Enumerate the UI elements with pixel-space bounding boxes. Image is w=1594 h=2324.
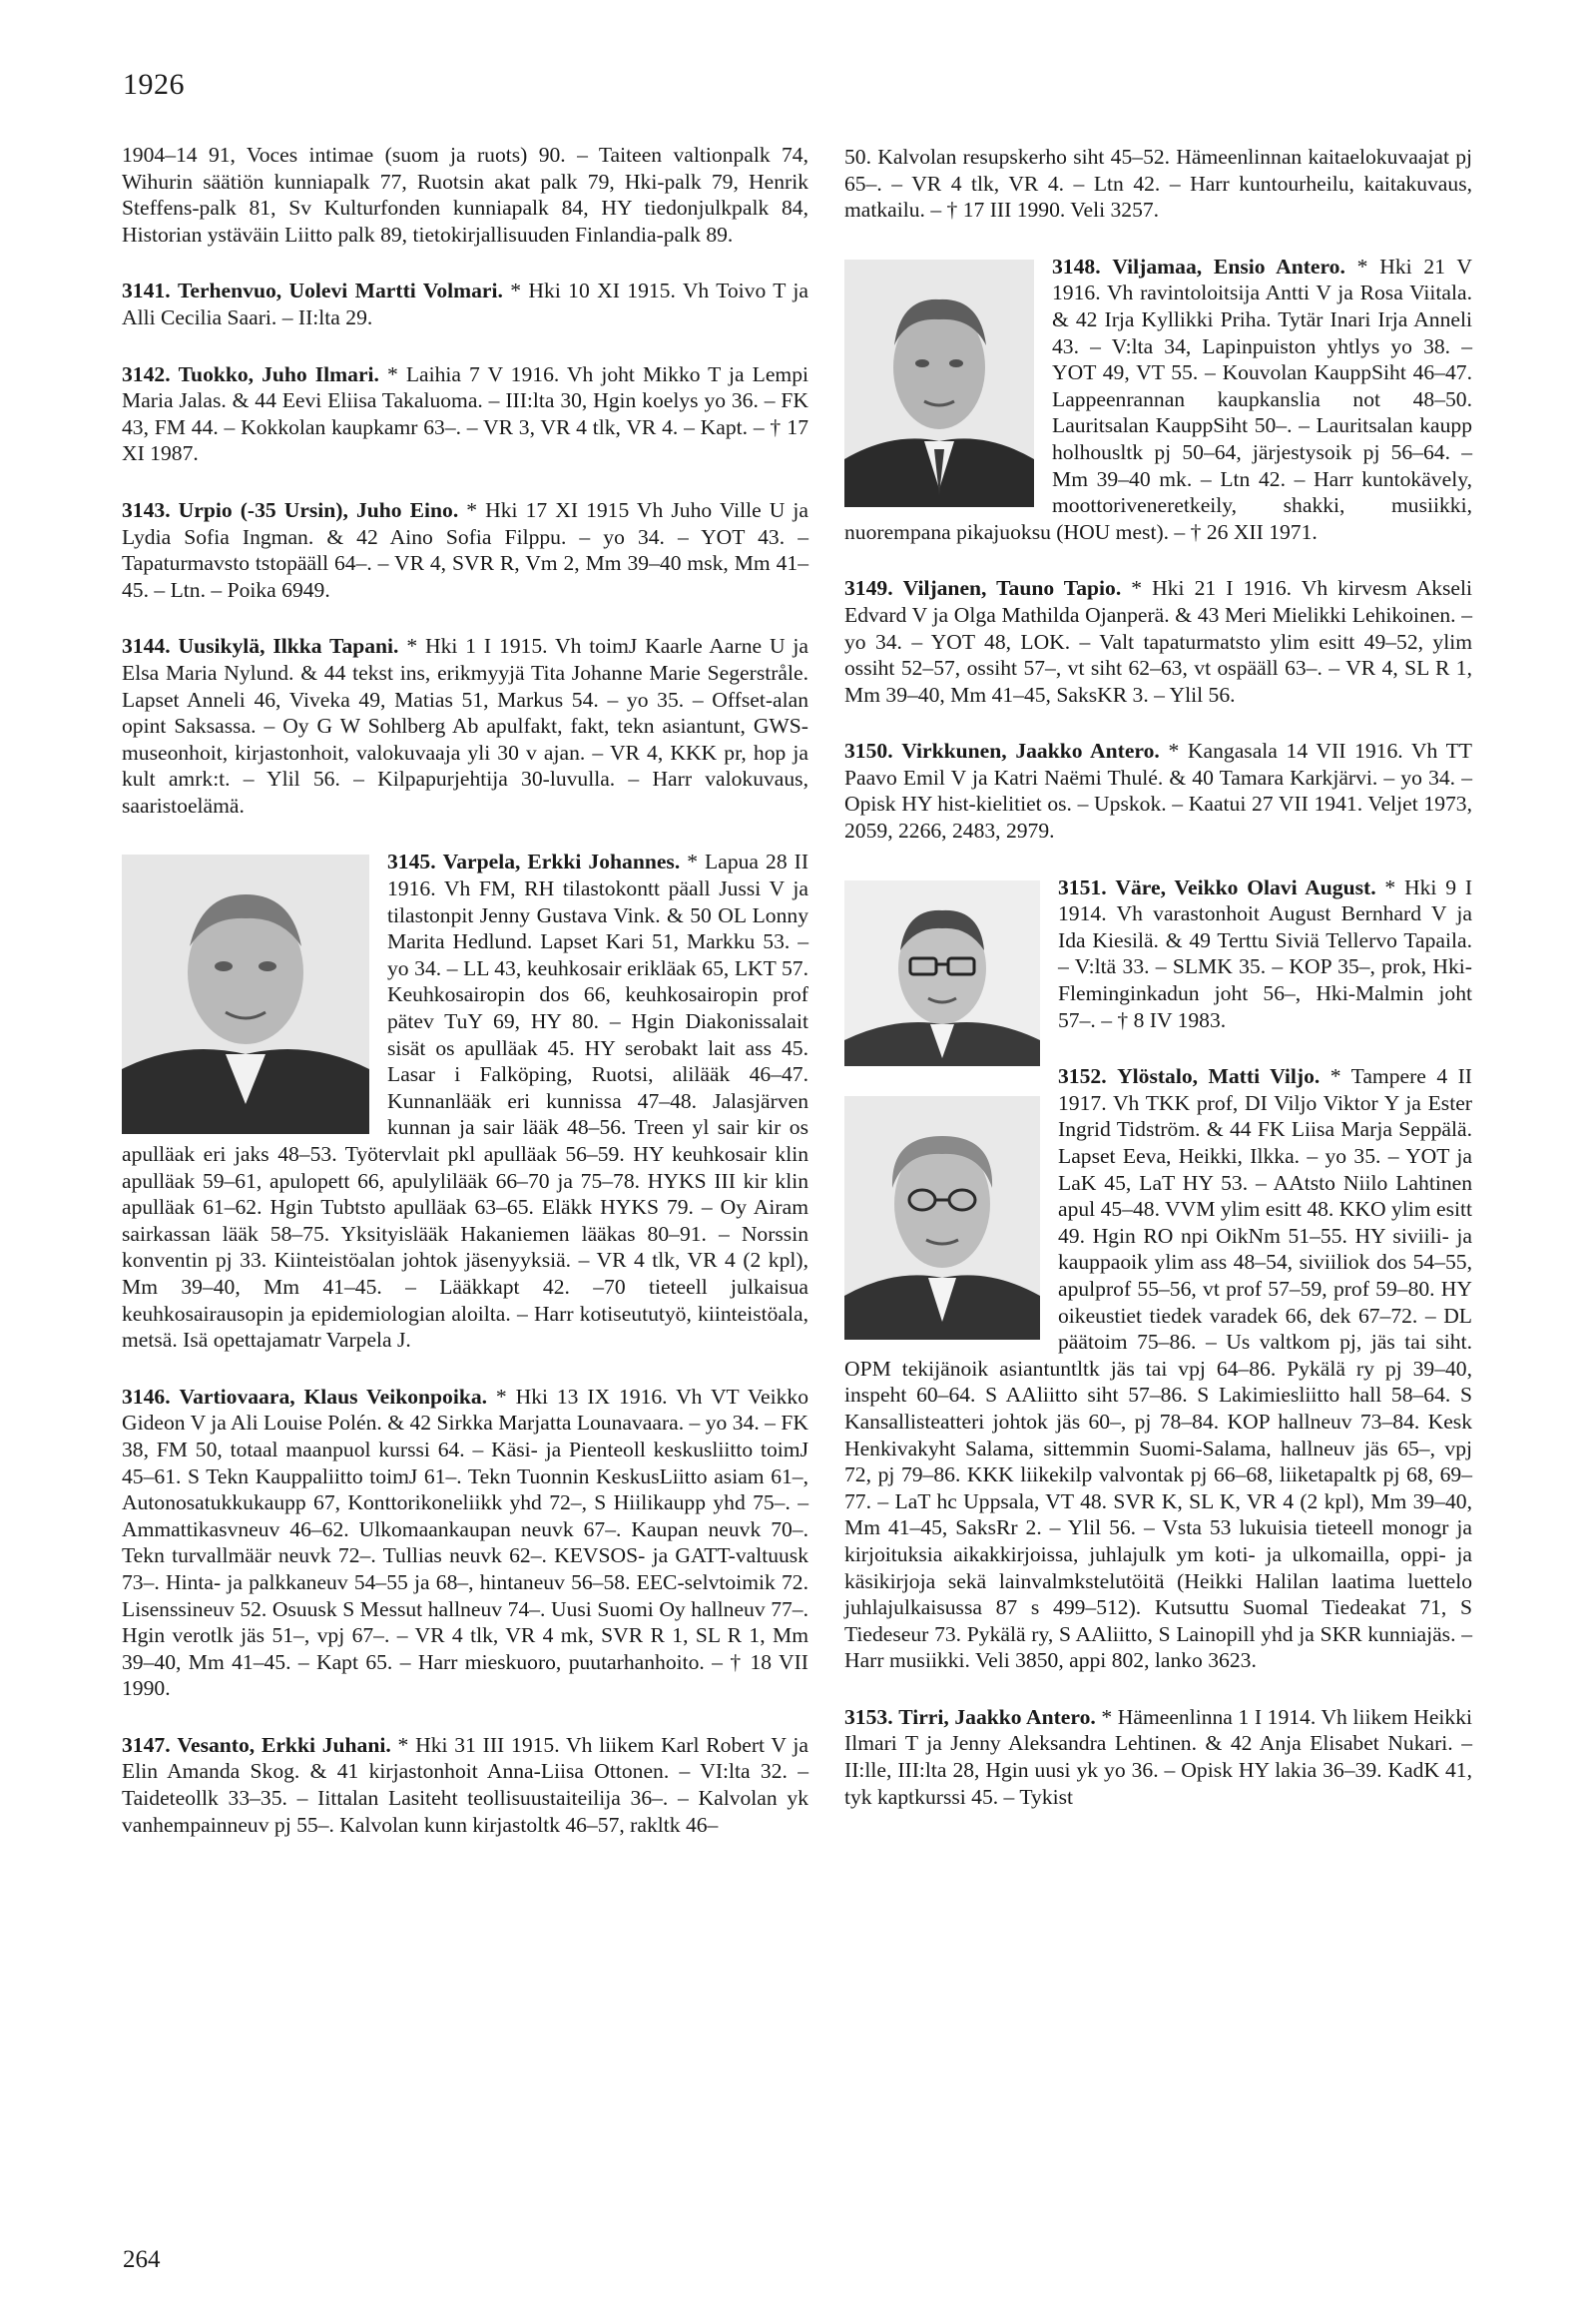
entry-text: * Hämeenlinna 1 I 1914. Vh liikem Heikki Ilmari T ja Jenny Aleksandra Lehtinen. & 42 Anja Elisabet Nukari. – II:lle, III:lta 28, Hgin uusi yk yo 36. – Opisk HY lakia 36–39. KadK 41, tyk kaptkurssi 45. – Tykist bbox=[844, 1704, 1472, 1809]
entry-3152 bbox=[844, 1063, 1472, 1674]
entry-name: Viljamaa, Ensio Antero. bbox=[1112, 254, 1345, 279]
entry-number: 3145. bbox=[387, 850, 436, 874]
entry-3153 bbox=[844, 1704, 1472, 1810]
entry-text: * Tampere 4 II 1917. Vh TKK prof, DI Viljo Viktor Y ja Ester Ingrid Tidström. & 44 FK Liisa Marja Seppälä. Lapset Eeva, Heikki, Ilkka. – yo 35. – YOT ja LaK 45, LaT HY 53. – AAtsto Niilo Lahtinen apul 45–48. VVM ylim esitt 48. KKO ylim esitt 49. Hgin RO npi OikNm 51–55. HY siviili- ja kauppaoik ylim ass 48–54, siviiliok dos 54–55, apulprof 55–56, vt prof 57–59, prof 59–80. HY oikeustiet tiedek varadek 66, dek 67–72. – DL päätoim 75–86. – Us valtkom pj, jäs tai siht. OPM tekijänoik asiantuntltk jäs tai vpj 64–86. Pykälä ry pj 39–40, inspeht 60–64. S AAliitto siht 57–86. S Lakimiesliitto hall 58–64. S Kansallisteatteri johtok jäs 60–, pj 78–84. KOP hallneuv 73–84. Kesk Henkivakyht Salama, sittemmin Suomi-Salama, hallneuv jäs 65–, vpj 72, pj 79–86. KKK liikekilp valvontak pj 66–68, liiketapaltk pj 68, 69–77. – LaT hc Uppsala, VT 48. SVR K, SL K, VR 4 (2 kpl), Mm 39–40, Mm 41–45, SaksRr 2. – Ylil 56. – Vsta 53 lukuisia tieteell monogr ja kirjoituksia aikakkirjoissa, juhlajulk ym koti- ja ulkomailla, oppi- ja käsikirjoja sekä lainvalmkstelutöitä (Heikki Halilan laatima luettelo juhlajulkaisussa 87 s 499–512). Kutsuttu Suomal Tiedeakat 71, S Tiedeseur 73. Pykälä ry, S AAliitto, S Lainopill yhd ja SKR kunniajäs. – Harr musiikki. Veli 3850, appi 802, lanko 3623. bbox=[844, 1064, 1472, 1673]
entry-name: Viljanen, Tauno Tapio. bbox=[902, 576, 1122, 601]
entry-number: 3151. bbox=[1058, 874, 1107, 899]
entry-name: Väre, Veikko Olavi August. bbox=[1115, 874, 1376, 899]
page-number-top: 1926 bbox=[123, 68, 185, 101]
entry-text: * Hki 21 V 1916. Vh ravintoloitsija Antti V ja Rosa Viitala. & 42 Irja Kyllikki Priha. Tytär Inari Irja Anneli 43. – V:lta 34, Lapinpuiston yhtlys yo 38. – YOT 49, VT 55. – Kouvolan KauppSiht 46–47. Lappeenrannan kaupkanslia not 48–50. Lauritsalan KauppSiht 50–. – Lauritsalan kaupp holhousltk pj 50–64, järjestysoik pj 56–64. – Mm 39–40 mk. – Ltn 42. – Harr kuntokävely, moottoriveneretkeily, shakki, musiikki, nuorempana pikajuoksu (HOU mest). – † 26 XII 1971. bbox=[844, 254, 1472, 544]
entry-name: Tirri, Jaakko Antero. bbox=[898, 1704, 1096, 1729]
page-number-bottom: 264 bbox=[123, 2246, 161, 2273]
entry-3144 bbox=[122, 633, 808, 819]
entry-text: * Lapua 28 II 1916. Vh FM, RH tilastokontt päall Jussi V ja tilastonpit Jenny Gustava Vink. & 50 OL Lonny Marita Hedlund. Lapset Kari 51, Markku 53. – yo 34. – LL 43, keuhkosair erikläak 65, LKT 57. Keuhkosairopin dos 66, keuhkosairopin prof pätev TuY 69, HY 80. – Hgin Diakonissalait sisät os apulläak 45. HY serobakt lait ass 45. Lasar i Falköping, Ruotsi, alilääk 46–47. Kunnanlääk eri kunnissa 47–48. Jalasjärven kunnan ja sair lääk 48–56. Treen yl sair kir os apulläak eri jaks 48–53. Työtervlait pkl apulläak 56–59. HY keuhkosair klin apulläak 59–61, apulopett 66, apulylilääk 66–70 ja 75–78. HYKS III kir klin apulläak 61–62. Hgin Tubtsto apulläak 63–65. Eläkk HYKS 79. – Oy Airam sairkassan lääk 58–75. Yksityislääk Hakaniemen lääkas 80–91. – Norssin konventin pj 33. Kiinteistöalan johtok jäsenyyksiä. – VR 4 tlk, VR 4 (2 kpl), Mm 39–40, Mm 41–45. – Lääkkapt 42. –70 tieteell julkaisua keuhkosairausopin ja epidemiologian aloilta. – Harr kotiseututyö, kiinteistöala, metsä. Isä opettajamatr Varpela J. bbox=[122, 850, 809, 1353]
entry-number: 3143. bbox=[122, 497, 171, 522]
entry-number: 3141. bbox=[122, 279, 171, 303]
entry-text: * Hki 17 XI 1915 Vh Juho Ville U ja Lydia Sofia Ingman. & 42 Aino Sofia Filppu. – yo 34. – YOT 43. – Tapaturmavsto tstopääll 64–. – VR 4, SVR R, Vm 2, Mm 39–40 msk, Mm 41–45. – Ltn. – Poika 6949. bbox=[122, 497, 808, 602]
entry-name: Tuokko, Juho Ilmari. bbox=[178, 361, 379, 386]
entry-3145 bbox=[122, 849, 808, 1353]
entry-3151 bbox=[844, 874, 1472, 1034]
entry-3149 bbox=[844, 575, 1472, 708]
entry-name: Uusikylä, Ilkka Tapani. bbox=[178, 634, 399, 659]
right-column bbox=[844, 144, 1472, 1840]
entry-name: Vesanto, Erkki Juhani. bbox=[177, 1732, 391, 1757]
entry-text: * Kangasala 14 VII 1916. Vh TT Paavo Emil V ja Katri Naëmi Thulé. & 40 Tamara Karkjärvi. – yo 34. – Opisk HY hist-kielitiet os. – Upskok. – Kaatui 27 VII 1941. Veljet 1973, 2059, 2266, 2483, 2979. bbox=[844, 739, 1472, 844]
entry-3147-continuation bbox=[844, 144, 1472, 224]
entry-text: * Hki 31 III 1915. Vh liikem Karl Robert V ja Elin Amanda Skog. & 41 kirjastonhoit Anna-Liisa Ottonen. – VI:lta 32. – Taideteollk 33–35. – Iittalan Lasiteht teollisuustaiteilija 36–. – Kalvolan yk vanhempainneuv pj 55–. Kalvolan kunn kirjastoltk 46–57, rakltk 46– bbox=[122, 1732, 808, 1837]
entry-number: 3153. bbox=[844, 1704, 893, 1729]
entry-3148 bbox=[844, 254, 1472, 546]
entry-3146 bbox=[122, 1384, 808, 1702]
entry-name: Terhenvuo, Uolevi Martti Volmari. bbox=[177, 279, 503, 303]
entry-number: 3148. bbox=[1052, 254, 1101, 279]
entry-number: 3142. bbox=[122, 361, 171, 386]
portrait-vare-photo bbox=[844, 880, 1040, 1066]
entry-text: * Hki 9 I 1914. Vh varastonhoit August Bernhard V ja Ida Kiesilä. & 49 Terttu Siviä Tellervo Tapaila. – V:ltä 33. – SLMK 35. – KOP 35–, prok, Hki-Fleminginkadun joht 56–, Hki-Malmin joht 57–. – † 8 IV 1983. bbox=[1058, 874, 1473, 1032]
left-column bbox=[122, 142, 808, 1868]
entry-text: * Hki 10 XI 1915. Vh Toivo T ja Alli Cecilia Saari. – II:lta 29. bbox=[122, 279, 808, 329]
entry-text: * Hki 1 I 1915. Vh toimJ Kaarle Aarne U ja Elsa Maria Nylund. & 44 tekst ins, erikmyyjä Tita Johanne Marie Segerstråle. Lapset Anneli 46, Viveka 49, Matias 51, Markus 54. – yo 35. – Offset-alan opint Saksassa. – Oy G W Sohlberg Ab apulfakt, fakt, tekn asiantunt, GWS-museonhoit, kirjastonhoit, valokuvaaja yli 30 v ajan. – VR 4, KKK pr, hop ja kult amrk:t. – Ylil 56. – Kilpapurjehtija 30-luvulla. – Harr valokuvaus, saaristoelämä. bbox=[122, 634, 808, 818]
entry-number: 3147. bbox=[122, 1732, 171, 1757]
entry-3147 bbox=[122, 1732, 808, 1838]
entry-3142 bbox=[122, 361, 808, 467]
entry-name: Varpela, Erkki Johannes. bbox=[442, 850, 681, 874]
entry-name: Urpio (-35 Ursin), Juho Eino. bbox=[178, 497, 459, 522]
entry-number: 3150. bbox=[844, 739, 893, 764]
entry-text: * Hki 13 IX 1916. Vh VT Veikko Gideon V ja Ali Louise Polén. & 42 Sirkka Marjatta Lounavaara. – yo 34. – FK 38, FM 50, totaal maanpuol kurssi 64. – Käsi- ja Pienteoll keskusliitto toimJ 45–61. S Tekn Kauppaliitto toimJ 61–. Tekn Tuonnin KeskusLiitto asiam 61–, Autonosatukkukaupp 67, Konttorikoneliikk yhd 72–, S Hiilikaupp yhd 75–. – Ammattikasvneuv 46–62. Ulkomaankaupan neuvk 67–. Kaupan neuvk 70–. Tekn turvallmäär neuvk 72–. Tullias neuvk 62–. KEVSOS- ja GATT-valtuusk 73–. Hinta- ja palkkaneuv 54–55 ja 68–, hintaneuv 56–58. EEC-selvtoimik 72. Lisenssineuv 52. Osuusk S Messut hallneuv 74–. Uusi Suomi Oy hallneuv 77–. Hgin verotlk jäs 51–, vpj 67–. – VR 4 tlk, VR 4 mk, SVR R 1, SL R 1, Mm 39–40, Mm 41–45. – Kapt 65. – Harr mieskuoro, puutarhanhoito. – † 18 VII 1990. bbox=[122, 1384, 809, 1701]
entry-number: 3144. bbox=[122, 634, 171, 659]
entry-3143 bbox=[122, 497, 808, 603]
entry-name: Virkkunen, Jaakko Antero. bbox=[901, 739, 1160, 764]
entry-intro-continuation bbox=[122, 142, 808, 248]
entry-name: Ylöstalo, Matti Viljo. bbox=[1117, 1064, 1321, 1089]
entry-text: * Laihia 7 V 1916. Vh joht Mikko T ja Lempi Maria Jalas. & 44 Eevi Eliisa Takaluoma. – III:lta 30, Hgin koelys yo 36. – FK 43, FM 44. – Kokkolan kaupkamr 63–. – VR 3, VR 4 tlk, VR 4. – Kapt. – † 17 XI 1987. bbox=[122, 361, 809, 466]
entry-3150 bbox=[844, 738, 1472, 844]
entry-number: 3146. bbox=[122, 1384, 171, 1409]
portrait-varpela-photo bbox=[122, 855, 369, 1134]
entry-text: * Hki 21 I 1916. Vh kirvesm Akseli Edvard V ja Olga Mathilda Ojanperä. & 43 Meri Mielikki Lehikoinen. – yo 34. – YOT 48, LOK. – Valt tapaturmatsto ylim esitt 49–52, ylim ossiht 52–57, ossiht 57–, vt siht 62–63, vt ospääll 63–. – VR 4, SL R 1, Mm 39–40, Mm 41–45, SaksKR 3. – Ylil 56. bbox=[844, 576, 1472, 707]
entry-name: Vartiovaara, Klaus Veikonpoika. bbox=[179, 1384, 488, 1409]
entry-text: 1904–14 91, Voces intimae (suom ja ruots) 90. – Taiteen valtionpalk 74, Wihurin säätiön kunniapalk 77, Ruotsin akat palk 79, Hki-palk 79, Henrik Steffens-palk 81, Sv Kulturfonden kunniapalk 84, HY tiedonjulkpalk 84, Historian ystäväin Liitto palk 89, tietokirjallisuuden Finlandia-palk 89. bbox=[122, 143, 808, 247]
entry-number: 3149. bbox=[844, 576, 893, 601]
entry-number: 3152. bbox=[1058, 1064, 1107, 1089]
portrait-viljamaa-photo bbox=[844, 260, 1034, 507]
entry-text: 50. Kalvolan resupskerho siht 45–52. Hämeenlinnan kaitaelokuvaajat pj 65–. – VR 4 tlk, VR 4. – Ltn 42. – Harr kuntourheilu, kaitakuvaus, matkailu. – † 17 III 1990. Veli 3257. bbox=[844, 145, 1472, 223]
entry-3141 bbox=[122, 278, 808, 330]
portrait-ylostalo-photo bbox=[844, 1096, 1040, 1340]
